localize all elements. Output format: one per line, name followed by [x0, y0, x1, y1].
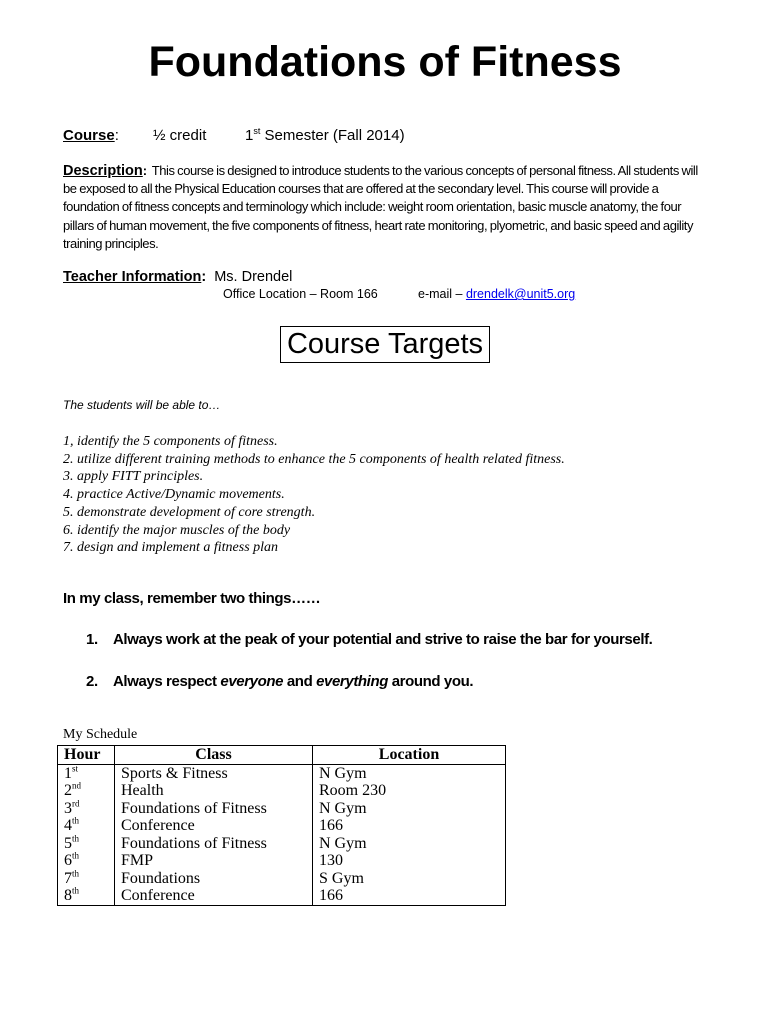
- location-cell: 166: [313, 887, 506, 905]
- list-item: 7. design and implement a fitness plan: [63, 540, 279, 556]
- description-text: This course is designed to introduce students to the various concepts of personal fitness. All students will be exposed to all the Physical Education courses that are offered at the secondary level. This course will provide a foundation of fitness concepts and terminology which include: weight room orientation, basic muscle anatomy, the four pillars of human movement, the five components of fitness, heart rate monitoring, plyometric, and basic speed and agility training principles.: [63, 163, 698, 251]
- table-row: [58, 852, 506, 870]
- header-location: Location: [313, 746, 506, 765]
- able-intro: The students will be able to…: [63, 398, 221, 412]
- course-line: Course: ½ credit 1st Semester (Fall 2014): [63, 126, 405, 144]
- class-cell: Foundations of Fitness: [115, 800, 313, 818]
- rule-2: 2. Always respect everyone and everything around you.: [86, 673, 474, 690]
- course-description: Description: This course is designed to introduce students to the various concepts of personal fitness. All students will be exposed to all the Physical Education courses that are offered at the secondary level. This course will provide a foundation of fitness concepts and terminology which include: weight room orientation, basic muscle anatomy, the four pillars of human movement, the five components of fitness, heart rate monitoring, plyometric, and basic speed and agility training principles.: [63, 163, 698, 251]
- targets-list: [63, 433, 565, 557]
- hour-cell: 8th: [58, 887, 115, 905]
- course-semester: 1st Semester (Fall 2014): [245, 126, 405, 144]
- table-header-row: [58, 746, 506, 765]
- location-cell: 130: [313, 852, 506, 870]
- list-item: 5. demonstrate development of core strength.: [63, 504, 316, 520]
- list-item: 4. practice Active/Dynamic movements.: [63, 487, 285, 503]
- location-cell: N Gym: [313, 764, 506, 782]
- header-class: Class: [115, 746, 313, 765]
- list-item: 3. apply FITT principles.: [63, 469, 204, 485]
- class-cell: Sports & Fitness: [115, 764, 313, 782]
- table-row: [58, 764, 506, 782]
- hour-cell: 2nd: [58, 782, 115, 800]
- header-hour: Hour: [58, 746, 115, 765]
- teacher-label: Teacher Information: [63, 269, 202, 285]
- teacher-name: Ms. Drendel: [214, 269, 293, 285]
- list-item: 1, identify the 5 components of fitness.: [63, 434, 278, 449]
- table-row: [58, 800, 506, 818]
- hour-cell: 6th: [58, 852, 115, 870]
- hour-cell: 7th: [58, 870, 115, 888]
- course-label: Course: [63, 127, 115, 144]
- hour-cell: 3rd: [58, 800, 115, 818]
- description-label: Description: [63, 163, 143, 179]
- table-row: [58, 782, 506, 800]
- table-row: [58, 817, 506, 835]
- location-cell: S Gym: [313, 870, 506, 888]
- list-item: 2. utilize different training methods to enhance the 5 components of health related fitness.: [63, 451, 565, 467]
- hour-cell: 4th: [58, 817, 115, 835]
- table-row: [58, 835, 506, 853]
- teacher-email: e-mail – drendelk@unit5.org: [418, 287, 576, 301]
- teacher-info: Teacher Information: Ms. Drendel: [63, 269, 293, 285]
- hour-cell: 5th: [58, 835, 115, 853]
- schedule-table: [57, 745, 506, 906]
- office-location: Office Location – Room 166: [223, 287, 378, 301]
- class-cell: Conference: [115, 887, 313, 905]
- class-cell: Foundations of Fitness: [115, 835, 313, 853]
- location-cell: Room 230: [313, 782, 506, 800]
- list-item: 6. identify the major muscles of the body: [63, 522, 291, 538]
- email-link[interactable]: drendelk@unit5.org: [465, 287, 576, 301]
- schedule-caption: My Schedule: [63, 727, 138, 742]
- page-title: Foundations of Fitness: [148, 38, 622, 86]
- table-row: [58, 870, 506, 888]
- location-cell: N Gym: [313, 835, 506, 853]
- class-cell: FMP: [115, 852, 313, 870]
- class-cell: Health: [115, 782, 313, 800]
- table-row: [58, 887, 506, 905]
- location-cell: N Gym: [313, 800, 506, 818]
- course-credit: ½ credit: [153, 127, 207, 144]
- class-cell: Conference: [115, 817, 313, 835]
- rule-1: 1. Always work at the peak of your potential and strive to raise the bar for yourself.: [86, 631, 653, 648]
- class-cell: Foundations: [115, 870, 313, 888]
- course-targets-heading: Course Targets: [280, 326, 490, 363]
- hour-cell: 1st: [58, 764, 115, 782]
- remember-heading: In my class, remember two things……: [63, 590, 321, 607]
- location-cell: 166: [313, 817, 506, 835]
